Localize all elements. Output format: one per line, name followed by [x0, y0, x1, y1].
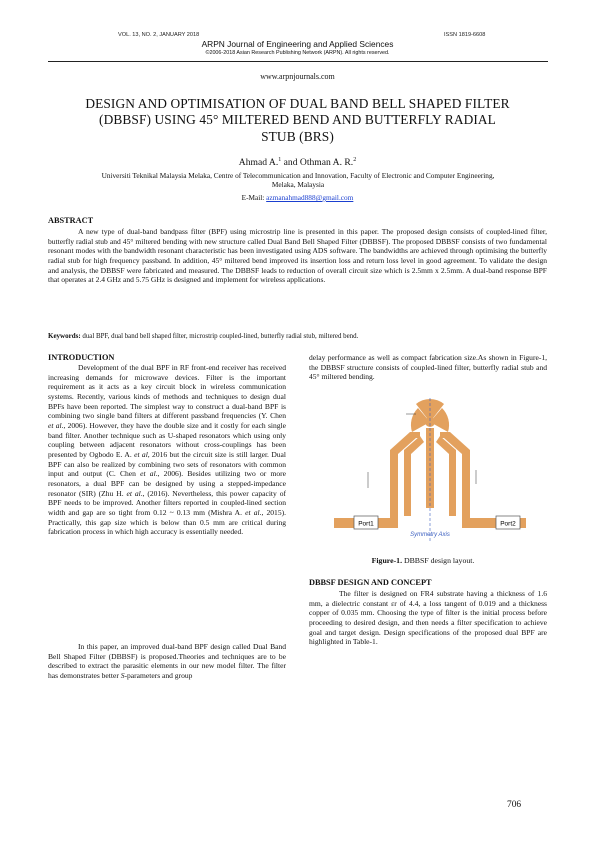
figure-caption-text: DBBSF design layout. [402, 556, 475, 565]
dbbsf-layout-diagram [316, 392, 544, 550]
email-line [0, 193, 595, 202]
affiliation-mark: 1 [278, 157, 282, 163]
intro-text: In this paper, an improved dual-band BPF design called Dual Band Bell Shaped Filter (DBBSF) is proposed.Theories and techniques are to be described to extract the parasitic elements in our new model filter. The filter has demonstrates better [48, 642, 286, 680]
symmetry-axis-label: Symmetry Axis [410, 532, 450, 538]
affiliation [58, 171, 538, 189]
intro-text: -parameters and group [124, 670, 193, 680]
author-list [0, 157, 595, 168]
figure-caption [300, 556, 546, 565]
journal-url[interactable]: www.arpnjournals.com [260, 72, 335, 81]
affiliation-mark: 2 [353, 157, 357, 163]
email-link[interactable]: azmanahmad888@gmail.com [266, 193, 354, 202]
intro-text: , 2016 but the circuit size is still larger. Dual BPF can also be realized by combining two sets of resonators with common input and output (C. Chen [48, 449, 286, 479]
keywords-label: Keywords: [48, 332, 81, 340]
affiliation-line: Universiti Teknikal Malaysia Melaka, Centre of Telecommunication and Innovation, Faculty of Electronic and Computer Engineering, [101, 171, 495, 180]
copyright: ©2006-2018 Asian Research Publishing Network (ARPN). All rights reserved. [205, 50, 390, 56]
title-line: STUB (BRS) [261, 128, 334, 144]
intro-text: Development of the dual BPF in RF front-end receiver has received increasing demands for microwave devices. Filter is the important requirement as it acts as a key circuit block in wireless communication systems. Recently, various kinds of methods and techniques to design dual BPFs have been reported. The simplest way to construct a dual-band BPF is combining two single band filters at different passband frequencies (Y. Chen [48, 363, 286, 421]
right-outer-arm [462, 450, 470, 528]
journal-name: ARPN Journal of Engineering and Applied Sciences [201, 39, 394, 49]
intro-text: ., 2006). However, they have the double size and it costly for each single band filter. Another technique such as U-shaped resonators which using only coupling between adjacent resonators without cross-couplings has been presented by Ogbodo E. A. [48, 420, 286, 459]
author-name: Othman A. R. [299, 157, 354, 169]
design-paragraph: The filter is designed on FR4 substrate having a thickness of 1.6 mm, a dielectric constant εr of 4.4, a loss tangent of 0.019 and a thickness copper of 0.035 mm. Choosing the type of filter is the initial process before proceeding to desired design, and then needs a filter specification to achieve goal and target design. Design specifications of the proposed dual BPF are highlighted in Table-1. [309, 589, 547, 647]
email-label: E-Mail: [241, 193, 267, 202]
title-line: DESIGN AND OPTIMISATION OF DUAL BAND BELL SHAPED FILTER [85, 96, 510, 111]
intro-paragraph-2-continued: delay performance as well as compact fabrication size.As shown in Figure-1, the DBBSF structure consists of coupled-lined filter, butterfly radial stub and 45° miltered bending. [309, 353, 547, 382]
author-name: Ahmad A. [238, 157, 279, 169]
right-coupled-top [440, 432, 450, 438]
s-parameter-symbol: S [120, 670, 125, 680]
header-rule [48, 61, 548, 62]
page-number: 706 [507, 800, 522, 810]
citation-etal: et al [134, 449, 148, 459]
citation-etal: et al [245, 507, 260, 517]
right-inner-arm [449, 450, 456, 516]
citation-etal: et al [140, 469, 156, 479]
keywords-text: dual BPF, dual band bell shaped filter, microstrip coupled-lined, butterfly radial stub, miltered bend. [80, 333, 359, 340]
abstract-heading: ABSTRACT [48, 216, 94, 225]
figure-1 [316, 392, 544, 550]
author-conjunction: and [281, 157, 300, 169]
intro-text: ., 2015). Practically, this gap size which is below than 0.5 mm are critical during fabrication process in which high accuracy is essentially needed. [48, 507, 286, 537]
paper-title [52, 96, 543, 145]
figure-caption-label: Figure-1. [371, 556, 403, 565]
left-coupled-top [410, 432, 420, 438]
title-line: (DBBSF) USING 45° MILTERED BEND AND BUTTERFLY RADIAL [99, 112, 496, 128]
abstract-text: A new type of dual-band bandpass filter (BPF) using microstrip line is presented in this paper. The proposed design consists of coupled-lined filter, butterfly radial stub and 45° miltered bending with new structure called Dual Band Bell Shaped Filter (DBBSF). The proposed DBBSF consists of two fundamental resonant modes with the bandwidth resonant characteristic has been investigated using ADS software. The bandwidths are achieved through optimising the butterfly radial stub for high frequency passband. In addition, 45° miltered bend improved its insertion loss and return loss level in good agreement. To validate the design and analysis, the DBBSF were fabricated and measured. The DBBSF leads to reduction of overall circuit size which is 2.5mm x 2.5mm. A dual-band response BPF that operates at 2.4 GHz and 5.75 GHz is designed and implement for wireless applications. [48, 227, 547, 285]
citation-etal: et al [48, 420, 62, 430]
intro-text: ., 2006). Besides utilizing two or more resonators, a dual BPF can be designed by using a stepped-impedance resonator (SIR) (Zhu H. [48, 469, 286, 498]
intro-paragraph-1 [48, 363, 286, 537]
volume-info: VOL. 13, NO. 2, JANUARY 2018 [118, 32, 200, 38]
left-outer-arm [390, 450, 398, 528]
intro-text: ., (2016). Nevertheless, this power capacity of BPF needs to be improved. Another filters reported in coupled-lined section width and gap are so tight from 0.12 ~ 0.13 mm (Mishra A. [48, 488, 286, 517]
keywords [48, 332, 548, 340]
port2-label: Port2 [500, 520, 516, 528]
intro-paragraph-2 [48, 642, 286, 681]
port1-label: Port1 [358, 520, 374, 528]
affiliation-line: Melaka, Malaysia [271, 180, 325, 189]
citation-etal: et al [126, 488, 141, 498]
left-inner-arm [404, 450, 411, 516]
design-heading: DBBSF DESIGN AND CONCEPT [309, 578, 432, 587]
issn: ISSN 1819-6608 [444, 32, 486, 38]
introduction-heading: INTRODUCTION [48, 353, 115, 362]
